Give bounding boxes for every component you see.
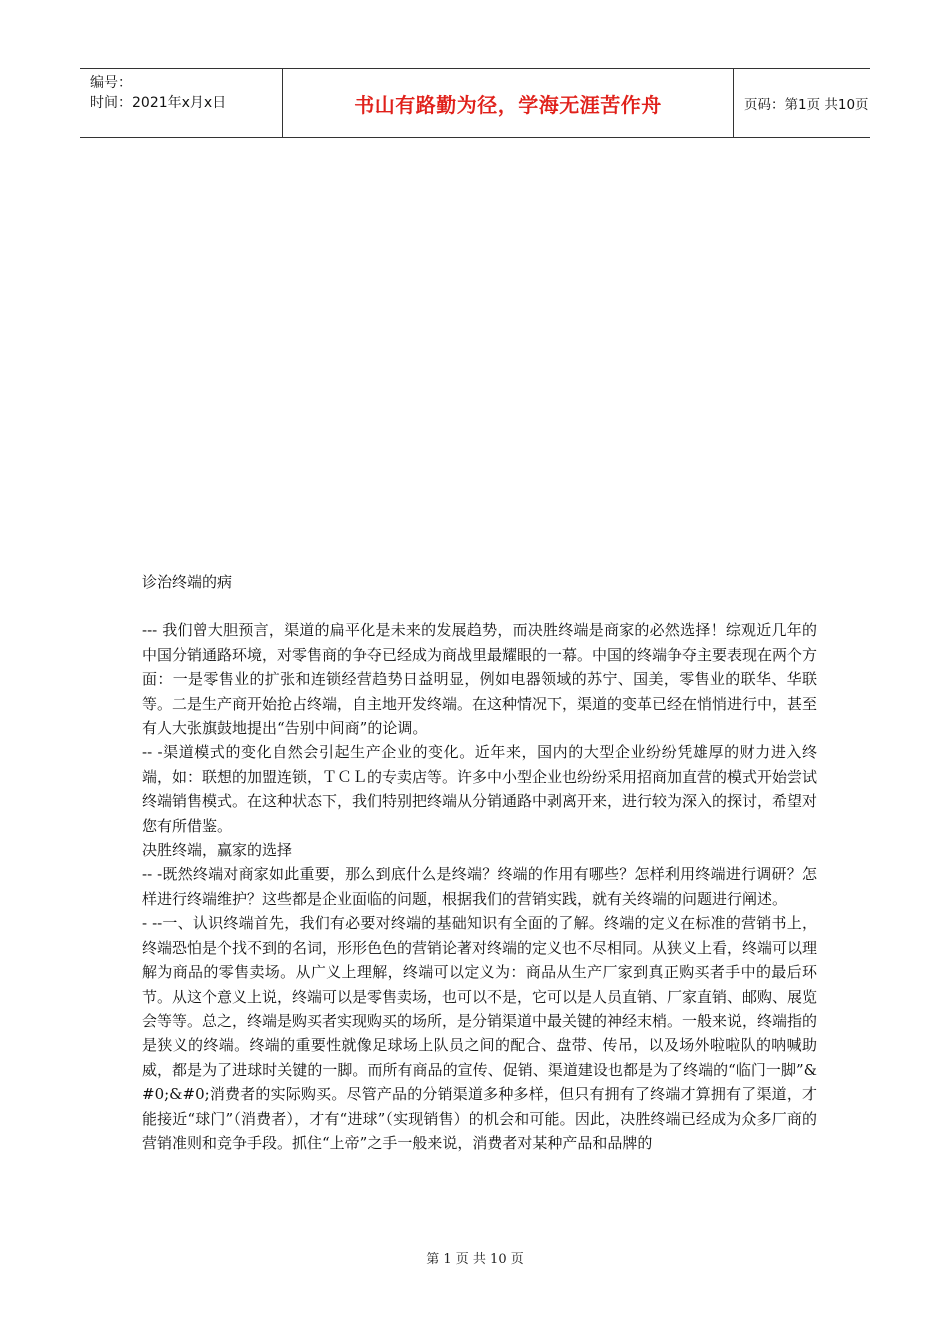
paragraph: - --一、认识终端首先，我们有必要对终端的基础知识有全面的了解。终端的定义在标准的营销书上，终端恐怕是个找不到的名词，形形色色的营销论著对终端的定义也不尽相同。从狭义上看，终端可以理解为商品的零售卖场。从广义上理解，终端可以定义为：商品从生产厂家到真正购买者手中的最后环节。从这个意义上说，终端可以是零售卖场，也可以不是，它可以是人员直销、厂家直销、邮购、展览会等等。总之，终端是购买者实现购买的场所，是分销渠道中最关键的神经末梢。一般来说，终端指的是狭义的终端。终端的重要性就像足球场上队员之间的配合、盘带、传吊，以及场外啦啦队的呐喊助威，都是为了进球时关键的一脚。而所有商品的宣传、促销、渠道建设也都是为了终端的“临门一脚”&#0;&#0;消费者的实际购买。尽管产品的分销渠道多种多样，但只有拥有了终端才算拥有了渠道，才能接近“球门”（消费者），才有“进球”（实现销售）的机会和可能。因此，决胜终端已经成为众多厂商的营销准则和竞争手段。抓住“上帝”之手一般来说，消费者对某种产品和品牌的 [142,914,818,1152]
header-motto-cell [282,69,734,137]
header-info-cell [80,69,282,137]
page-footer [0,1248,950,1267]
section-heading: 决胜终端，赢家的选择 [142,841,293,860]
paragraph: -- -既然终端对商家如此重要，那么到底什么是终端？终端的作用有哪些？怎样利用终端进行调研？怎样进行终端维护？这些都是企业面临的问题，根据我们的营销实践，就有关终端的问题进行阐述。 [142,865,817,908]
header-page-cell [734,69,870,137]
time-label: 时间：2021年x月x日 [90,95,227,111]
footer-page-number: 第 1 页 共 10 页 [426,1252,524,1267]
document-title: 诊治终端的病 [142,573,233,591]
page-code: 页码：第1页 共10页 [744,97,869,113]
number-label: 编号： [90,75,132,91]
paragraph: --- 我们曾大胆预言，渠道的扁平化是未来的发展趋势，而决胜终端是商家的必然选择！综观近几年的中国分销通路环境，对零售商的争夺已经成为商战里最耀眼的一幕。中国的终端争夺主要表现在两个方面：一是零售业的扩张和连锁经营趋势日益明显，例如电器领域的苏宁、国美，零售业的联华、华联等。二是生产商开始抢占终端，自主地开发终端。在这种情况下，渠道的变革已经在悄悄进行中，甚至有人大张旗鼓地提出“告别中间商”的论调。 [142,621,818,738]
paragraph: -- -渠道模式的变化自然会引起生产企业的变化。近年来，国内的大型企业纷纷凭雄厚的财力进入终端，如：联想的加盟连锁，ＴＣＬ的专卖店等。许多中小型企业也纷纷采用招商加直营的模式开始尝试终端销售模式。在这种状态下，我们特别把终端从分销通路中剥离开来，进行较为深入的探讨，希望对您有所借鉴。 [142,743,818,835]
motto-text: 书山有路勤为径，学海无涯苦作舟 [354,92,662,117]
document-body [142,570,817,1155]
header-table [80,68,870,138]
